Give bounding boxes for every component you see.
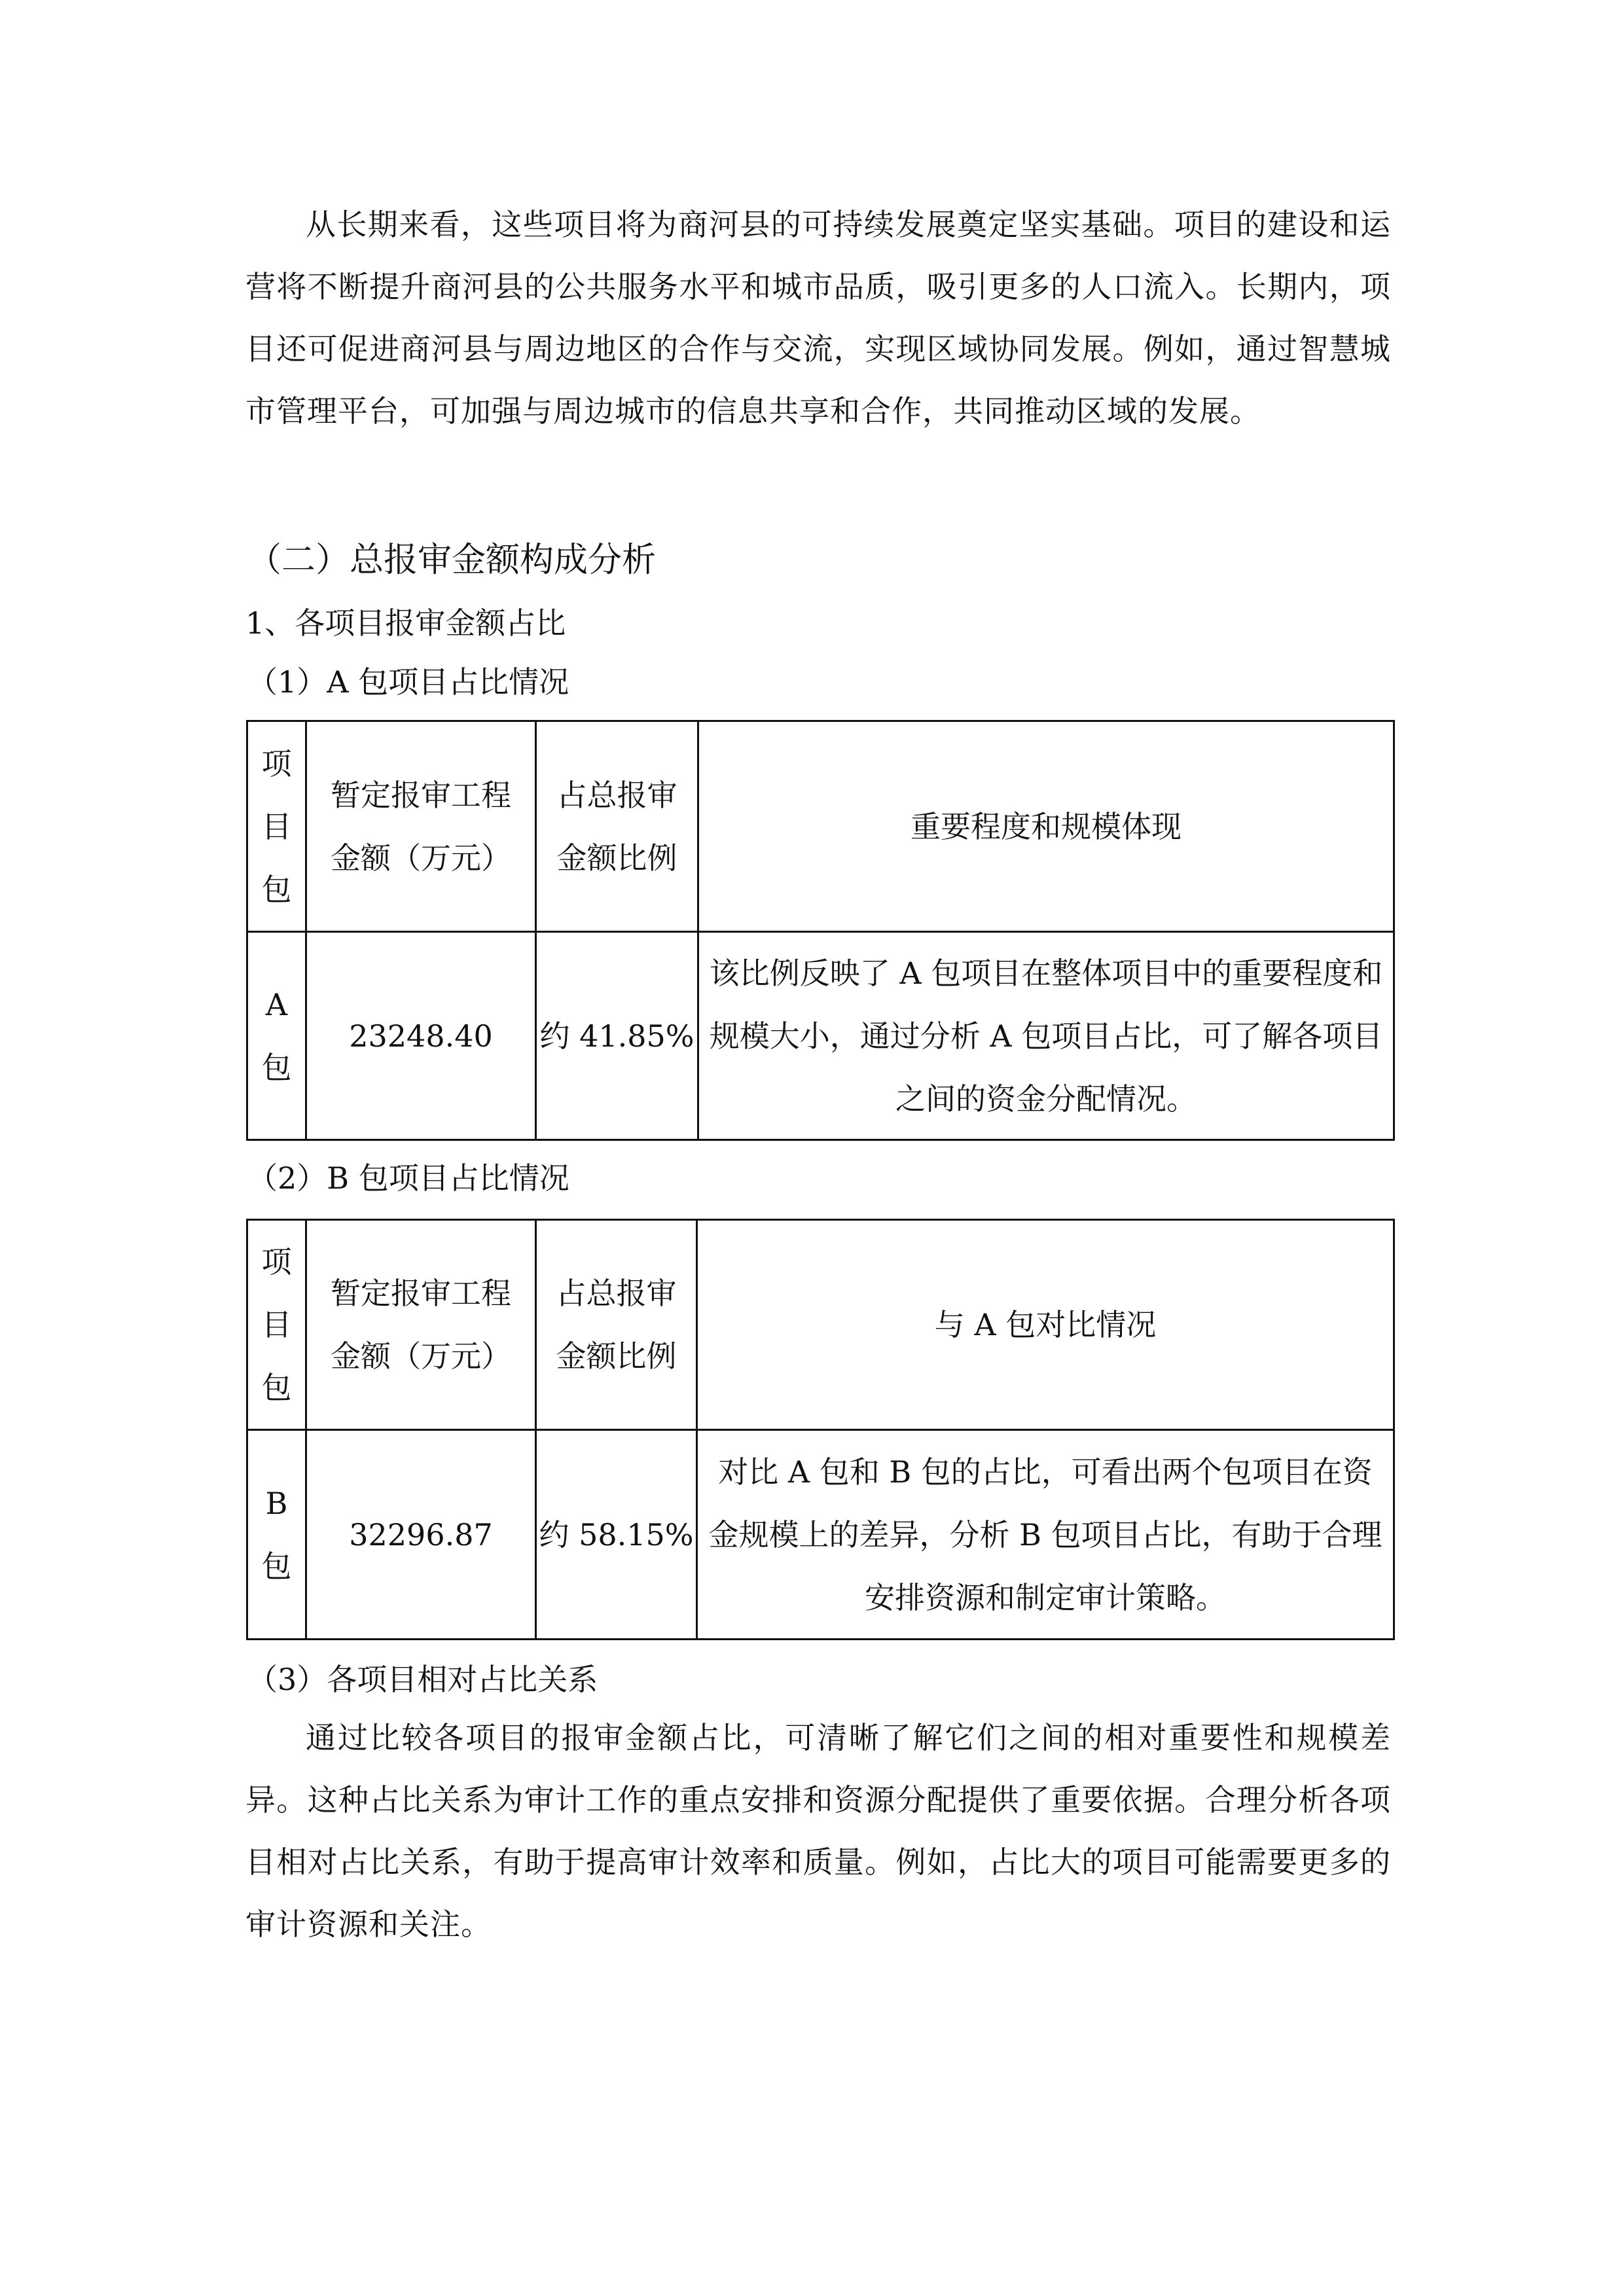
cell-ratio: 约 41.85% (536, 932, 698, 1140)
cell-description: 该比例反映了 A 包项目在整体项目中的重要程度和规模大小，通过分析 A 包项目占比，可了解各项目之间的资金分配情况。 (698, 932, 1394, 1140)
cell-description: 对比 A 包和 B 包的占比，可看出两个包项目在资金规模上的差异，分析 B 包项目占比，有助于合理安排资源和制定审计策略。 (697, 1430, 1394, 1640)
relative-section-paragraph: 通过比较各项目的报审金额占比，可清晰了解它们之间的相对重要性和规模差异。这种占比关系为审计工作的重点安排和资源分配提供了重要依据。合理分析各项目相对占比关系，有助于提高审计效率和质量。例如，占比大的项目可能需要更多的审计资源和关注。 (245, 1720, 1391, 1942)
section-heading: （二）总报审金额构成分析 (247, 541, 657, 580)
table-a (246, 720, 1395, 1141)
header-package (247, 721, 306, 932)
header-amount-line: 暂定报审工程 (331, 777, 511, 813)
table-row (247, 1430, 1394, 1640)
relative-section-caption: （3）各项目相对占比关系 (247, 1662, 598, 1697)
table-a-caption: （1）A 包项目占比情况 (247, 664, 569, 700)
table-a-header-row (247, 721, 1394, 932)
header-package-char: 项 (261, 1244, 292, 1280)
header-amount-line: 金额（万元） (331, 1338, 511, 1374)
header-amount-line: 金额（万元） (331, 840, 511, 876)
intro-paragraph: 从长期来看，这些项目将为商河县的可持续发展奠定坚实基础。项目的建设和运营将不断提升商河县的公共服务水平和城市品质，吸引更多的人口流入。长期内，项目还可促进商河县与周边地区的合作与交流，实现区域协同发展。例如，通过智慧城市管理平台，可加强与周边城市的信息共享和合作，共同推动区域的发展。 (245, 207, 1391, 429)
header-description: 重要程度和规模体现 (698, 721, 1394, 932)
package-char: A (265, 986, 288, 1022)
header-description: 与 A 包对比情况 (697, 1220, 1394, 1430)
header-ratio-line: 占总报审 (556, 777, 677, 813)
table-row (247, 932, 1394, 1140)
header-package-char: 目 (261, 808, 292, 844)
package-char: 包 (261, 1049, 292, 1085)
cell-amount: 23248.40 (306, 932, 536, 1140)
header-ratio (536, 1220, 697, 1430)
package-char: B (265, 1485, 288, 1521)
package-char: 包 (261, 1548, 292, 1584)
header-amount (306, 721, 536, 932)
table-b (246, 1219, 1395, 1640)
header-package-char: 包 (261, 1370, 292, 1405)
header-ratio-line: 占总报审 (556, 1276, 677, 1311)
cell-ratio: 约 58.15% (536, 1430, 697, 1640)
header-package-char: 目 (261, 1307, 292, 1342)
subsection-heading: 1、各项目报审金额占比 (245, 605, 566, 641)
cell-package (247, 1430, 306, 1640)
header-package-char: 项 (261, 745, 292, 781)
header-ratio-line: 金额比例 (556, 1338, 677, 1374)
header-package-char: 包 (261, 871, 292, 907)
header-ratio (536, 721, 698, 932)
header-amount-line: 暂定报审工程 (331, 1276, 511, 1311)
table-b-caption: （2）B 包项目占比情况 (247, 1160, 569, 1196)
header-amount (306, 1220, 536, 1430)
table-b-header-row (247, 1220, 1394, 1430)
header-package (247, 1220, 306, 1430)
cell-amount: 32296.87 (306, 1430, 536, 1640)
cell-package (247, 932, 306, 1140)
header-ratio-line: 金额比例 (556, 840, 677, 876)
